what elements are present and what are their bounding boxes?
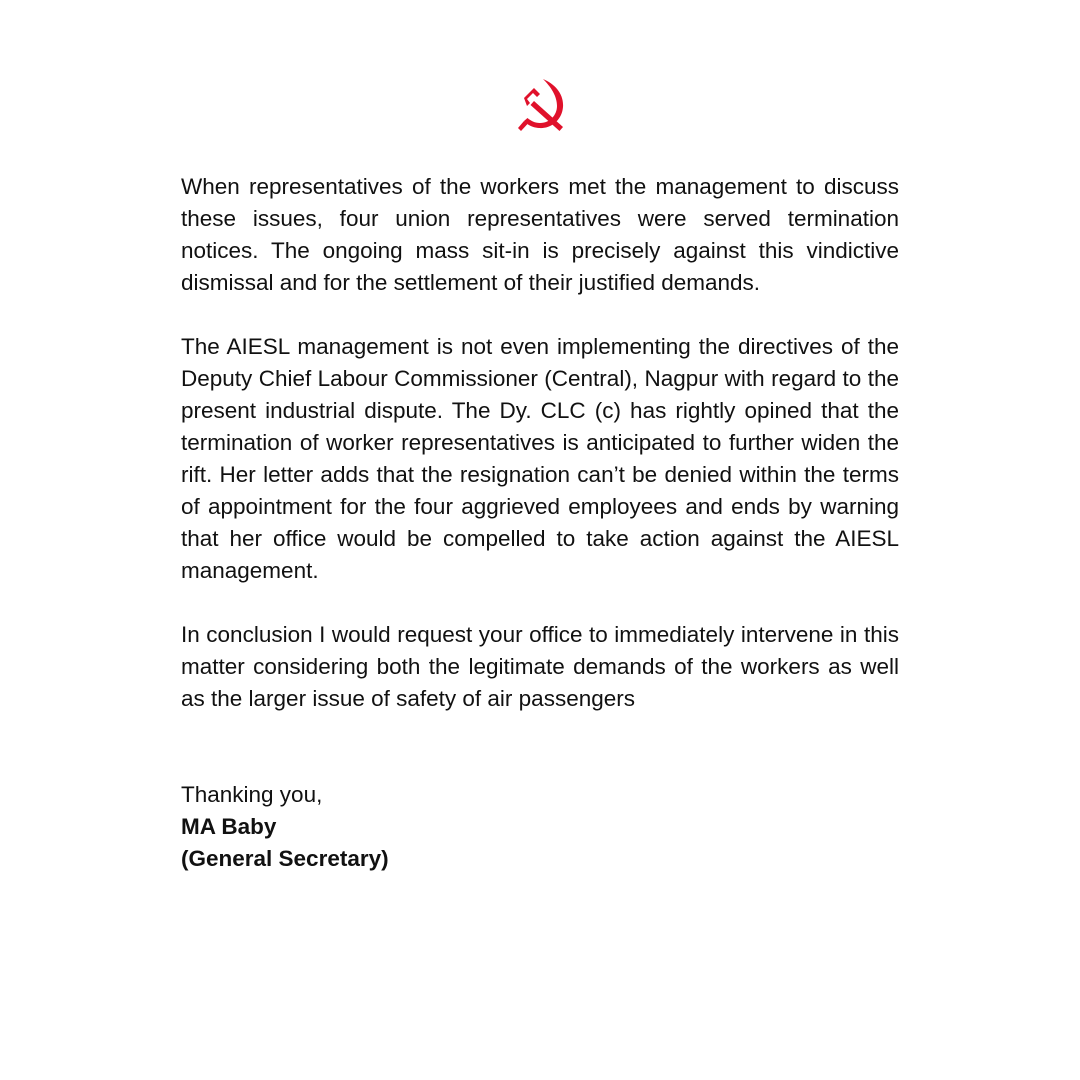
- signatory-name: MA Baby: [181, 814, 277, 839]
- signatory-title: (General Secretary): [181, 846, 389, 871]
- closing-line: Thanking you,: [181, 782, 323, 807]
- hammer-and-sickle-icon: [512, 76, 570, 134]
- letter-paragraph-3: In conclusion I would request your office to immediately intervene in this matter considering both the legitimate demands of the workers as well as the larger issue of safety of air passengers: [181, 622, 899, 711]
- letter-body: [181, 171, 899, 875]
- letter-paragraph-2: The AIESL management is not even implementing the directives of the Deputy Chief Labour Commissioner (Central), Nagpur with regard to the present industrial dispute. The Dy. CLC (c) has rightly opined that the termination of worker representatives is anticipated to further widen the rift. Her letter adds that the resignation can’t be denied within the terms of appointment for the four aggrieved employees and ends by warning that her office would be compelled to take action against the AIESL management.: [181, 334, 899, 583]
- letter-paragraph-1: When representatives of the workers met the management to discuss these issues, four union representatives were served termination notices. The ongoing mass sit-in is precisely against this vindictive dismissal and for the settlement of their justified demands.: [181, 174, 899, 295]
